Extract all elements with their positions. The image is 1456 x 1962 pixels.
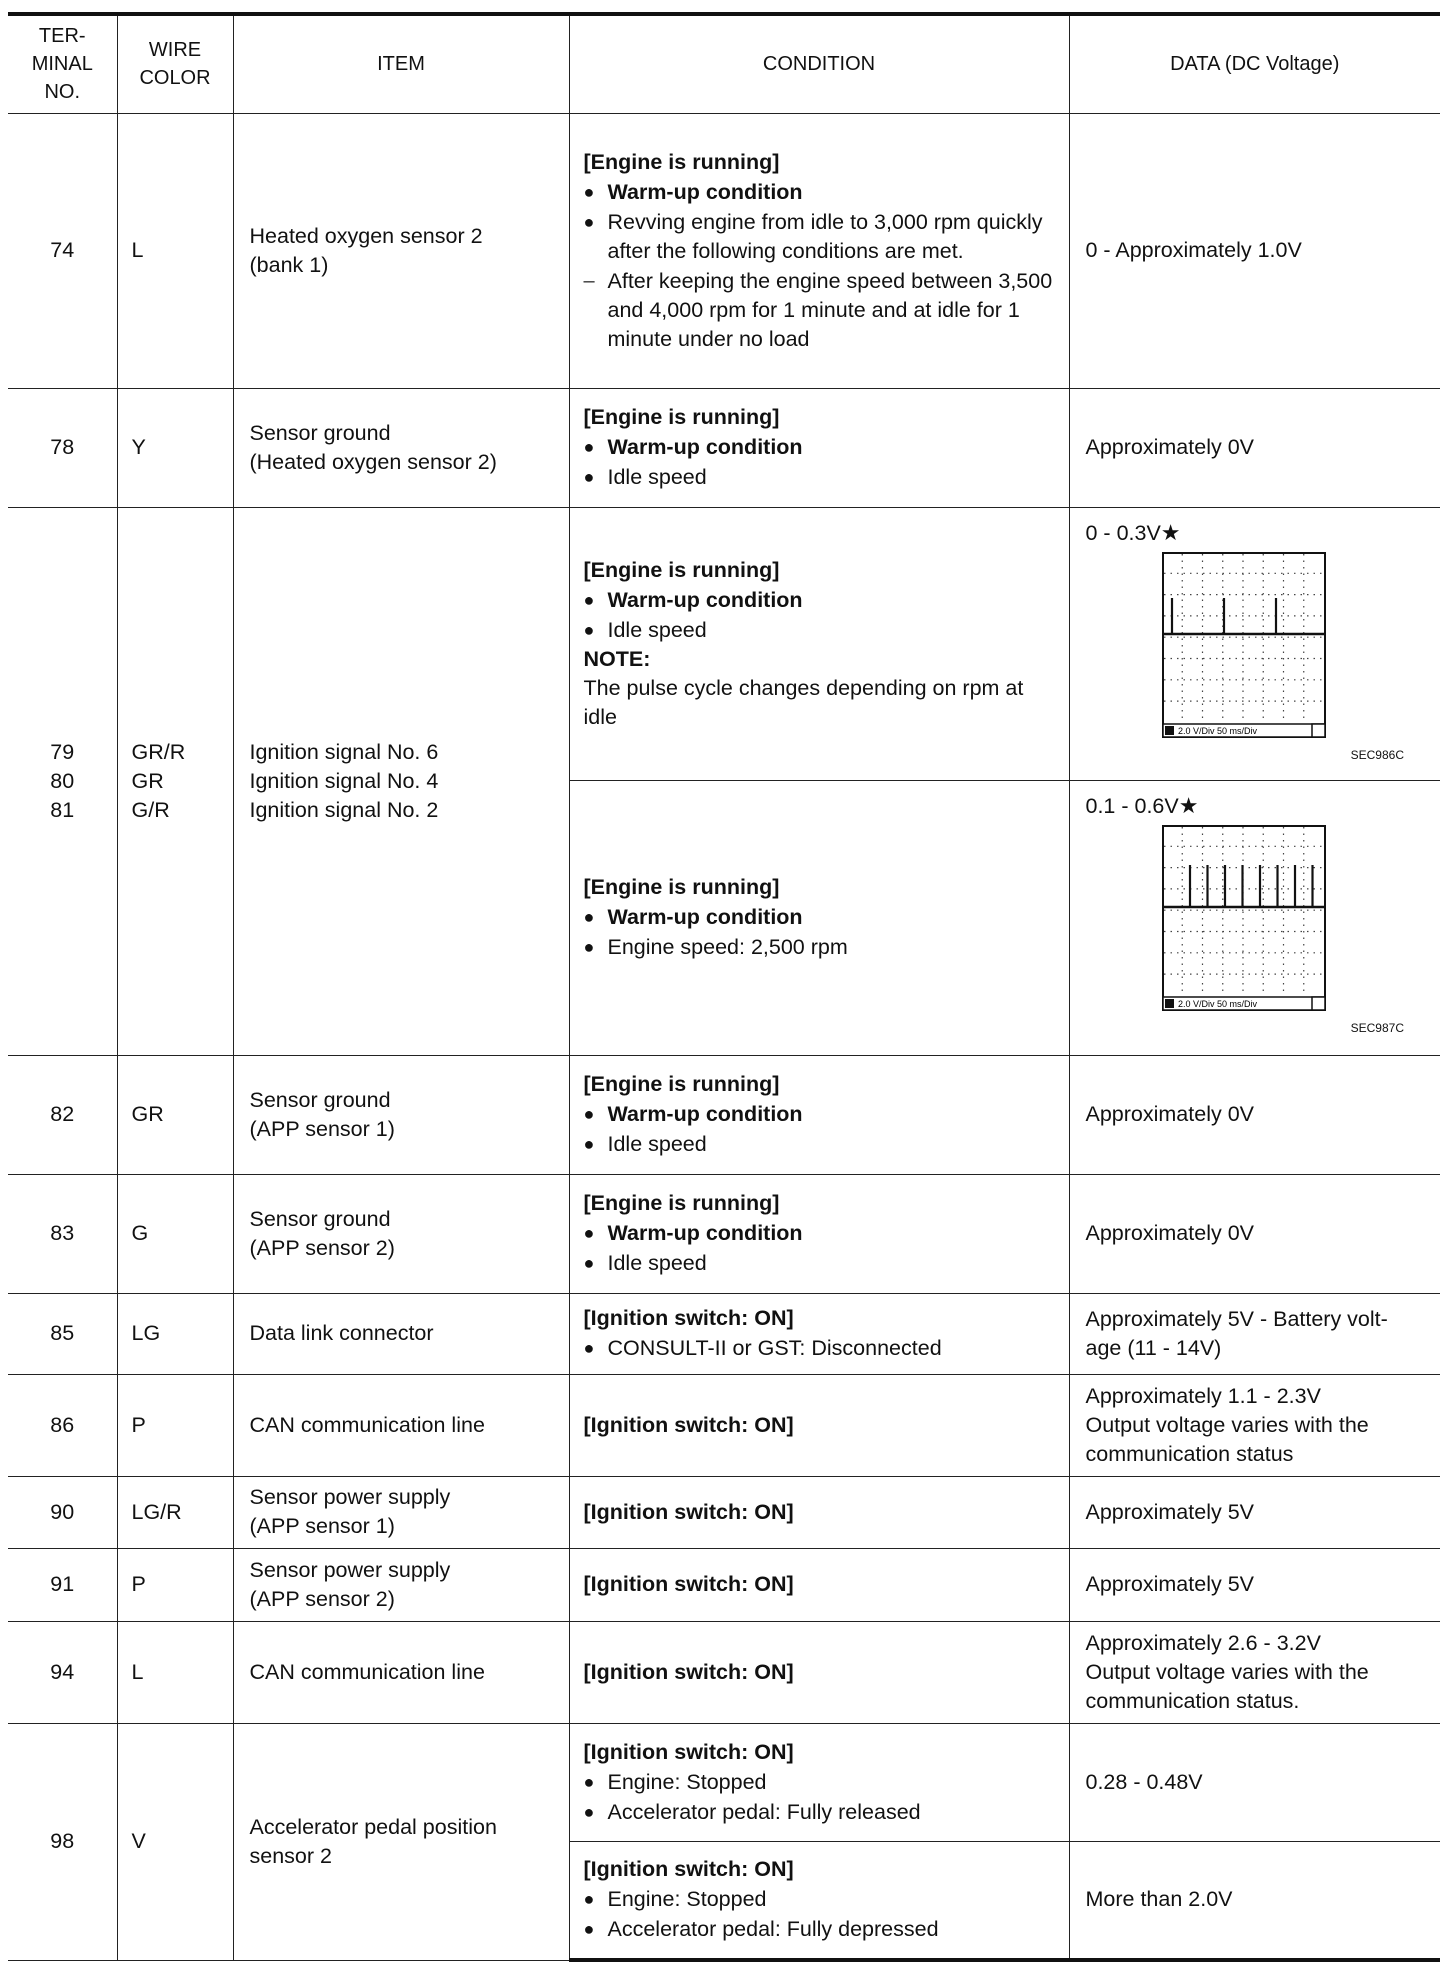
table-row [8,507,1440,780]
condition-cell: [Engine is running] ● Warm-up condition ● Engine speed: 2,500 rpm [569,780,1069,1055]
table-row [8,1621,1440,1723]
condition-cell: [Ignition switch: ON] ● CONSULT-II or GST: Disconnected [569,1293,1069,1374]
terminal-no: 74 [8,113,117,388]
terminal-no: 83 [8,1174,117,1293]
header-row [8,14,1440,113]
item-cell: Sensor ground (Heated oxygen sensor 2) [233,388,569,507]
data-cell: Approximately 2.6 - 3.2V Output voltage varies with the communication status. [1069,1621,1440,1723]
note-text: The pulse cycle changes depending on rpm at idle [583,675,1024,729]
bullet-icon: ● [583,181,595,202]
table-row [8,1548,1440,1621]
table-row [8,1723,1440,1841]
wire-color: P [117,1374,233,1476]
header-wire-color: WIRE COLOR [117,14,233,113]
wire-color: G [117,1174,233,1293]
condition-cell: [Ignition switch: ON] [569,1476,1069,1548]
data-cell: More than 2.0V [1069,1841,1440,1960]
data-cell: Approximately 5V - Battery volt- age (11 - 14V) [1069,1293,1440,1374]
bullet-icon: ● [583,907,595,927]
condition-cell: [Engine is running] ● Warm-up condition ● Idle speed [569,388,1069,507]
item-cell: Ignition signal No. 6 Ignition signal No. 4 Ignition signal No. 2 [233,507,569,1055]
data-cell: Approximately 0V [1069,1055,1440,1174]
item-cell: Sensor power supply (APP sensor 2) [233,1548,569,1621]
condition-cell: [Ignition switch: ON] [569,1374,1069,1476]
condition-cell: [Ignition switch: ON] ● Engine: Stopped ● Accelerator pedal: Fully released [569,1723,1069,1841]
scope-label: 2.0 V/Div 50 ms/Div [1177,998,1257,1009]
table-row [8,1293,1440,1374]
wire-color: GR/R GR G/R [117,507,233,1055]
data-cell: Approximately 0V [1069,1174,1440,1293]
oscilloscope-waveform-2500rpm [1162,825,1326,1011]
terminal-no: 78 [8,388,117,507]
bullet-icon: ● [583,1801,595,1822]
item-cell: Heated oxygen sensor 2 (bank 1) [233,113,569,388]
bullet-icon: ● [583,1104,595,1124]
terminal-no: 91 [8,1548,117,1621]
terminal-no: 79 80 81 [8,507,117,1055]
header-item: ITEM [233,14,569,113]
bullet-icon: ● [583,467,595,487]
table-row [8,1055,1440,1174]
header-data: DATA (DC Voltage) [1069,14,1440,113]
item-cell: CAN communication line [233,1621,569,1723]
terminal-no: 82 [8,1055,117,1174]
wire-color: Y [117,388,233,507]
condition-cell: [Engine is running] ● Warm-up condition ● Idle speed NOTE: The pulse cycle changes depending on rpm at idle [569,507,1069,780]
condition-cell: [Ignition switch: ON] [569,1621,1069,1723]
bullet-icon: ● [583,1771,595,1792]
star-icon: ★ [1160,519,1181,545]
bullet-icon: ● [583,437,595,457]
figure-code: SEC987C [1350,1020,1404,1035]
table-row [8,1374,1440,1476]
condition-cell: [Ignition switch: ON] ● Engine: Stopped ● Accelerator pedal: Fully depressed [569,1841,1069,1960]
oscilloscope-waveform-idle [1162,552,1326,738]
condition-cell: [Engine is running] ● Warm-up condition ● Idle speed [569,1174,1069,1293]
terminal-no: 98 [8,1723,117,1960]
table-row [8,388,1440,507]
table-row [8,1174,1440,1293]
data-cell: Approximately 5V [1069,1548,1440,1621]
terminal-no: 90 [8,1476,117,1548]
wire-color: L [117,1621,233,1723]
bullet-icon: ● [583,1919,595,1940]
item-cell: Accelerator pedal position sensor 2 [233,1723,569,1960]
terminal-no: 85 [8,1293,117,1374]
wire-color: GR [117,1055,233,1174]
item-cell: CAN communication line [233,1374,569,1476]
table-row [8,1476,1440,1548]
wire-color: V [117,1723,233,1960]
header-terminal: TER- MINAL NO. [8,14,117,113]
bullet-icon: ● [583,619,595,640]
star-icon: ★ [1178,792,1199,818]
note-label: NOTE: [583,646,651,671]
condition-head: [Engine is running] [583,149,780,174]
bullet-icon: ● [583,1223,595,1243]
dash-icon: – [583,269,595,292]
bullet-icon: ● [583,589,595,610]
condition-cell: [Engine is running] ● Warm-up condition ● Idle speed [569,1055,1069,1174]
data-cell: Approximately 5V [1069,1476,1440,1548]
condition-cell: [Engine is running] ● Warm-up condition ● Revving engine from idle to 3,000 rpm quickly after the following conditions are met. – After keeping the engine speed between 3,500 and 4,000 rpm for 1 minute and at idle for 1 minute under no load [569,113,1069,388]
condition-cell: [Ignition switch: ON] [569,1548,1069,1621]
data-cell: 0 - Approximately 1.0V [1069,113,1440,388]
terminal-no: 86 [8,1374,117,1476]
header-condition: CONDITION [569,14,1069,113]
wire-color: LG [117,1293,233,1374]
figure-code: SEC986C [1350,747,1404,762]
item-cell: Sensor ground (APP sensor 2) [233,1174,569,1293]
data-cell: 0.28 - 0.48V [1069,1723,1440,1841]
terminal-spec-table [8,12,1440,1962]
bullet-icon: ● [583,1889,595,1910]
bullet-icon: ● [583,1338,595,1358]
terminal-no: 94 [8,1621,117,1723]
data-cell: Approximately 0V [1069,388,1440,507]
wire-color: P [117,1548,233,1621]
bullet-icon: ● [583,1253,595,1273]
scope-label: 2.0 V/Div 50 ms/Div [1177,725,1257,736]
wire-color: L [117,113,233,388]
item-cell: Sensor ground (APP sensor 1) [233,1055,569,1174]
bullet-icon: ● [583,211,595,232]
wire-color: LG/R [117,1476,233,1548]
table-row [8,113,1440,388]
data-cell: Approximately 1.1 - 2.3V Output voltage varies with the communication status [1069,1374,1440,1476]
bullet-icon: ● [583,1134,595,1154]
bullet-icon: ● [583,937,595,957]
data-cell: 0.1 - 0.6V★ 2.0 V/Div 50 ms/Div SEC987C [1069,780,1440,1055]
data-cell: 0 - 0.3V★ 2.0 V/Div 50 ms/Div SEC986C [1069,507,1440,780]
item-cell: Data link connector [233,1293,569,1374]
item-cell: Sensor power supply (APP sensor 1) [233,1476,569,1548]
